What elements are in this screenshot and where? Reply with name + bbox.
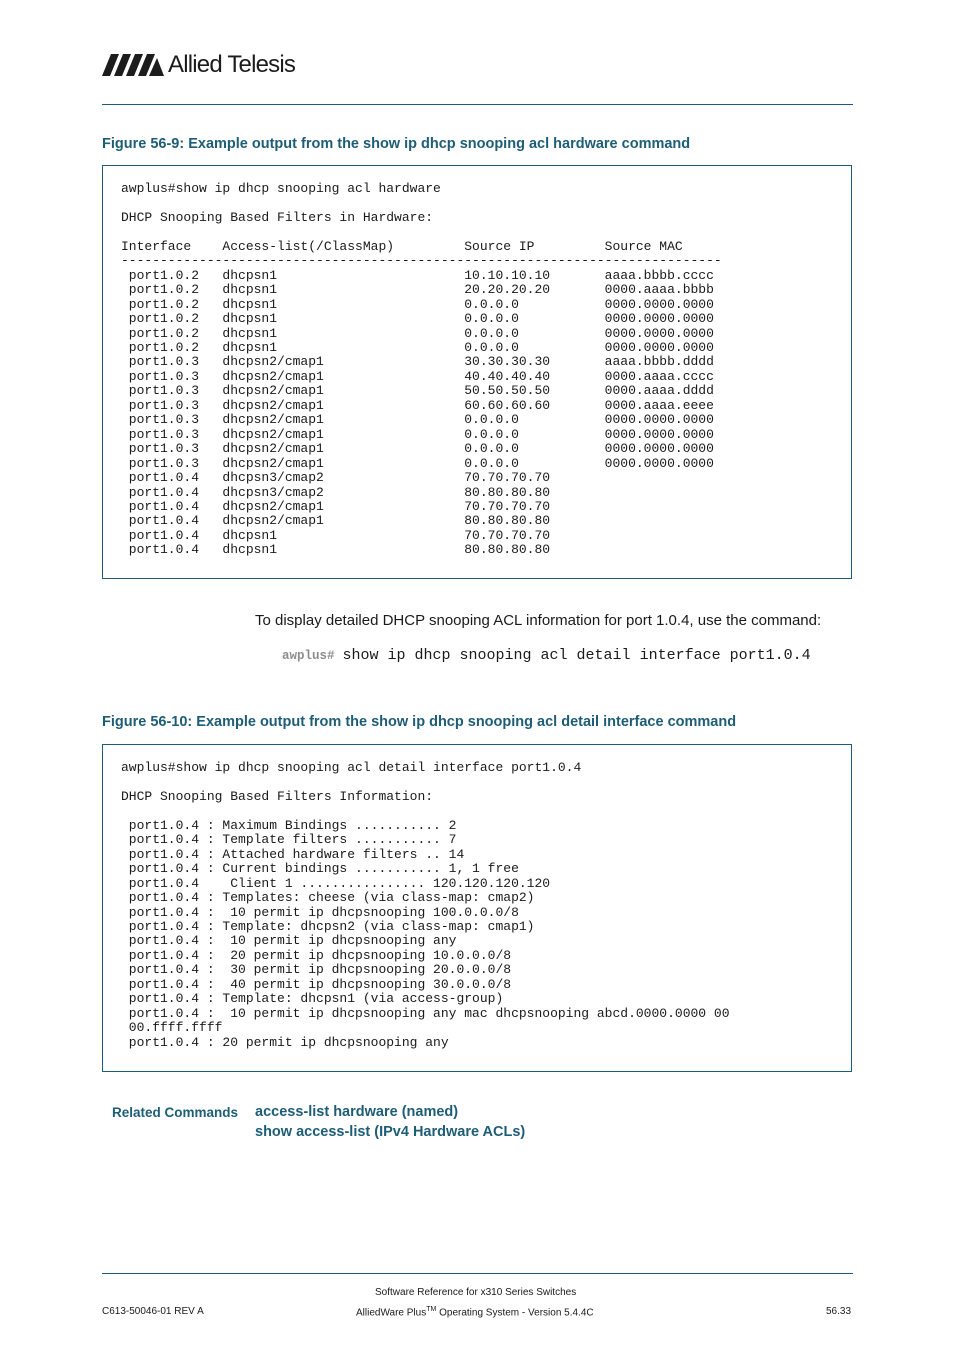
figure-56-9-code: awplus#show ip dhcp snooping acl hardware DHCP Snooping Based Filters in Hardware: Interface Access-list(/ClassMap) Source IP Source MAC ----------------------------------------------------------------------------- port1.0.2 dhcpsn1 10.10.10.10 aaaa.bbbb.cccc port1.0.2 dhcpsn1 20.20.20.20 0000.aaaa.bbbb port1.0.2 dhcpsn1 0.0.0.0 0000.0000.0000 port1.0.2 dhcpsn1 0.0.0.0 0000.0000.0000 port1.0.2 dhcpsn1 0.0.0.0 0000.0000.0000 port1.0.2 dhcpsn1 0.0.0.0 0000.0000.0000 port1.0.3 dhcpsn2/cmap1 30.30.30.30 aaaa.bbbb.dddd port1.0.3 dhcpsn2/cmap1 40.40.40.40 0000.aaaa.cccc port1.0.3 dhcpsn2/cmap1 50.50.50.50 0000.aaaa.dddd port1.0.3 dhcpsn2/cmap1 60.60.60.60 0000.aaaa.eeee port1.0.3 dhcpsn2/cmap1 0.0.0.0 0000.0000.0000 port1.0.3 dhcpsn2/cmap1 0.0.0.0 0000.0000.0000 port1.0.3 dhcpsn2/cmap1 0.0.0.0 0000.0000.0000 port1.0.3 dhcpsn2/cmap1 0.0.0.0 0000.0000.0000 port1.0.4 dhcpsn3/cmap2 70.70.70.70 port1.0.4 dhcpsn3/cmap2 80.80.80.80 port1.0.4 dhcpsn2/cmap1 70.70.70.70 port1.0.4 dhcpsn2/cmap1 80.80.80.80 port1.0.4 dhcpsn1 70.70.70.70 port1.0.4 dhcpsn1 80.80.80.80 (121, 181, 722, 558)
footer-os-version: Operating System - Version 5.4.4C (436, 1307, 594, 1319)
footer-page-number: 56.33 (826, 1306, 852, 1317)
footer-title-line1: Software Reference for x310 Series Switches (375, 1287, 577, 1298)
figure-56-10-code: awplus#show ip dhcp snooping acl detail interface port1.0.4 DHCP Snooping Based Filters Information: port1.0.4 : Maximum Bindings ........... 2 port1.0.4 : Template filters ........... 7 port1.0.4 : Attached hardware filters .. 14 port1.0.4 : Current bindings ........... 1, 1 free port1.0.4 Client 1 ................ 120.120.120.120 port1.0.4 : Templates: cheese (via class-map: cmap2) port1.0.4 : 10 permit ip dhcpsnooping 100.0.0.0/8 port1.0.4 : Template: dhcpsn2 (via class-map: cmap1) port1.0.4 : 10 permit ip dhcpsnooping any port1.0.4 : 20 permit ip dhcpsnooping 10.0.0.0/8 port1.0.4 : 30 permit ip dhcpsnooping 20.0.0.0/8 port1.0.4 : 40 permit ip dhcpsnooping 30.0.0.0/8 port1.0.4 : Template: dhcpsn1 (via access-group) port1.0.4 : 10 permit ip dhcpsnooping any mac dhcpsnooping abcd.0000.0000 00 00.ffff.ffff port1.0.4 : 20 permit ip dhcpsnooping any (121, 760, 730, 1050)
company-logo (102, 50, 295, 80)
figure-56-10-code-box (102, 744, 852, 1072)
logo-text: Allied Telesis (168, 51, 296, 78)
footer-divider (102, 1273, 853, 1274)
figure-56-9-caption: Figure 56-9: Example output from the show ip dhcp snooping acl hardware command (102, 136, 691, 152)
footer-product-name: AlliedWare Plus (356, 1307, 427, 1319)
footer-trademark: TM (426, 1306, 437, 1313)
instruction-paragraph: To display detailed DHCP snooping ACL information for port 1.0.4, use the command: (255, 612, 822, 629)
allied-telesis-logo-mark-icon (102, 54, 164, 76)
command-text: show ip dhcp snooping acl detail interface port1.0.4 (342, 647, 811, 664)
related-link-show-access-list[interactable]: show access-list (IPv4 Hardware ACLs) (255, 1124, 526, 1140)
footer-title-line2 (356, 1306, 594, 1318)
header-divider (102, 104, 853, 105)
command-prompt: awplus# (282, 649, 335, 663)
related-commands-label: Related Commands (112, 1105, 239, 1120)
command-example (282, 646, 811, 664)
related-link-access-list-hardware[interactable]: access-list hardware (named) (255, 1104, 459, 1120)
footer-doc-id: C613-50046-01 REV A (102, 1306, 204, 1317)
figure-56-10-caption: Figure 56-10: Example output from the show ip dhcp snooping acl detail interface command (102, 714, 737, 730)
figure-56-9-code-box (102, 165, 852, 579)
